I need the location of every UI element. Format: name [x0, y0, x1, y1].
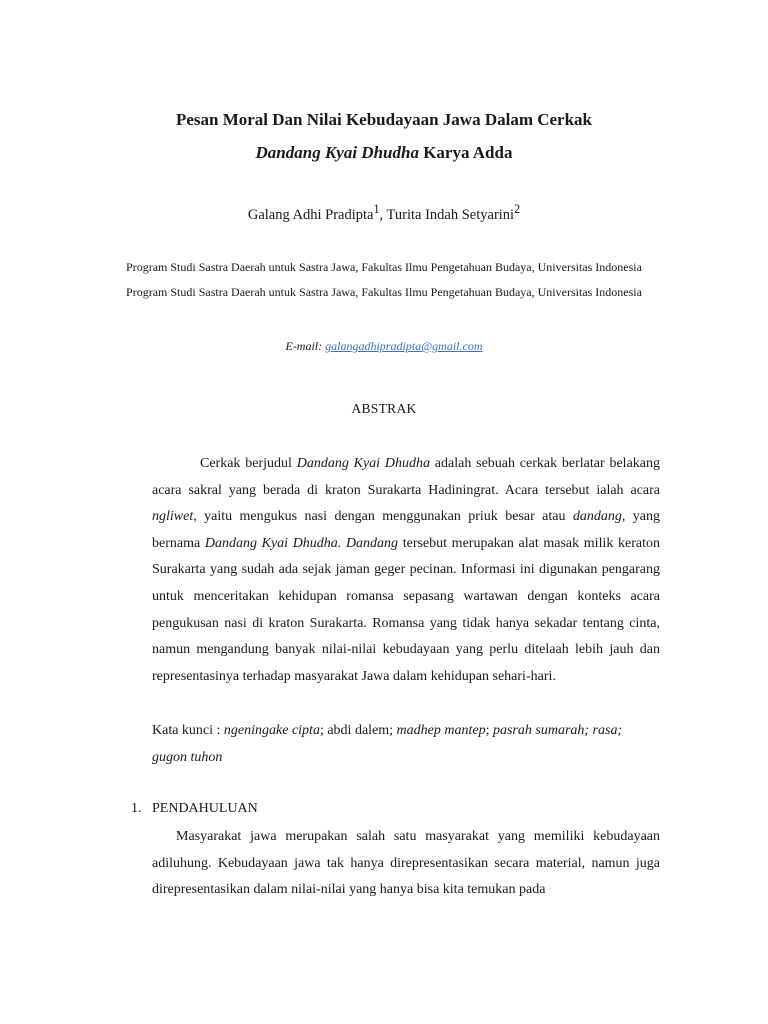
author-1: Galang Adhi Pradipta: [247, 206, 374, 223]
abstract-heading: ABSTRAK: [351, 401, 417, 416]
section-heading: [131, 801, 258, 817]
paper-title-line-1: Pesan Moral Dan Nilai Kebudayaan Jawa Dalam Cerkak: [175, 110, 593, 129]
author-separator: ,: [379, 206, 387, 223]
abstract-text-segment: Dandang Kyai Dhudha: [296, 456, 430, 471]
affiliation-1: Program Studi Sastra Daerah untuk Sastra Jawa, Fakultas Ilmu Pengetahuan Budaya, Universitas Indonesia: [126, 260, 642, 274]
keyword-segment: ngeningake cipta: [223, 723, 320, 738]
abstract-text-segment: , yaitu mengukus nasi dengan menggunakan priuk besar atau: [193, 509, 573, 525]
introduction-paragraph: Masyarakat jawa merupakan salah satu masyarakat yang memiliki kebudayaan adiluhung. Kebudayaan jawa tak hanya direpresentasikan secara material, namun juga direpresentasikan dalam nilai-nilai yang hanya bisa kita temukan pada: [152, 829, 660, 898]
abstract-text-segment: dandang: [572, 509, 622, 525]
keyword-segment: ;: [485, 723, 493, 738]
section-title: PENDAHULUAN: [152, 801, 258, 816]
authors-line: [0, 202, 768, 224]
keyword-segment: Kata kunci :: [152, 723, 224, 738]
author-2: Turita Indah Setyarini: [386, 206, 515, 223]
section-number: 1.: [131, 801, 142, 816]
email-line: [0, 339, 768, 354]
paper-title-line-2: [0, 143, 768, 163]
abstract-text-segment: Dandang Kyai Dhudha. Dandang: [204, 535, 399, 551]
email-link[interactable]: galangadhipradipta@gmail.com: [325, 339, 483, 353]
keyword-segment: ; abdi dalem;: [319, 723, 397, 738]
abstract-text-segment: adalah sebuah cerkak berlatar belakang acara sakral yang berada di kraton Surakarta Hadiningrat. Acara tersebut ialah acara: [152, 456, 660, 498]
author-2-affil-mark: 2: [514, 202, 521, 216]
keywords-line: [152, 718, 660, 771]
keyword-segment: madhep mantep: [396, 723, 486, 738]
abstract-text-segment: Cerkak berjudul: [200, 456, 297, 471]
abstract-paragraph: [152, 451, 660, 690]
abstract-text-segment: tersebut merupakan alat masak milik keraton Surakarta yang sudah ada sejak jaman geger pecinan. Informasi ini digunakan pengarang untuk menceritakan kehidupan romansa sepasang wartawan dengan konteks acara pengukusan nasi di kraton Surakarta. Romansa yang tidak hanya sekadar tentang cinta, namun mengandung banyak nilai-nilai kebudayaan yang perlu ditelaah lebih jauh dan representasinya terhadap masyarakat Jawa dalam kehidupan sehari-hari.: [152, 535, 660, 684]
abstract-text-segment: ngliwet: [152, 509, 194, 525]
abstract-text-segment: , yang bernama: [152, 509, 660, 551]
title-italic-part: Dandang Kyai Dhudha: [255, 143, 419, 162]
email-label: E-mail:: [285, 339, 323, 353]
title-rest: Karya Adda: [418, 143, 513, 162]
author-1-affil-mark: 1: [373, 202, 380, 216]
affiliation-2: Program Studi Sastra Daerah untuk Sastra Jawa, Fakultas Ilmu Pengetahuan Budaya, Universitas Indonesia: [126, 285, 642, 299]
keyword-segment: pasrah sumarah; rasa; gugon tuhon: [152, 723, 623, 765]
